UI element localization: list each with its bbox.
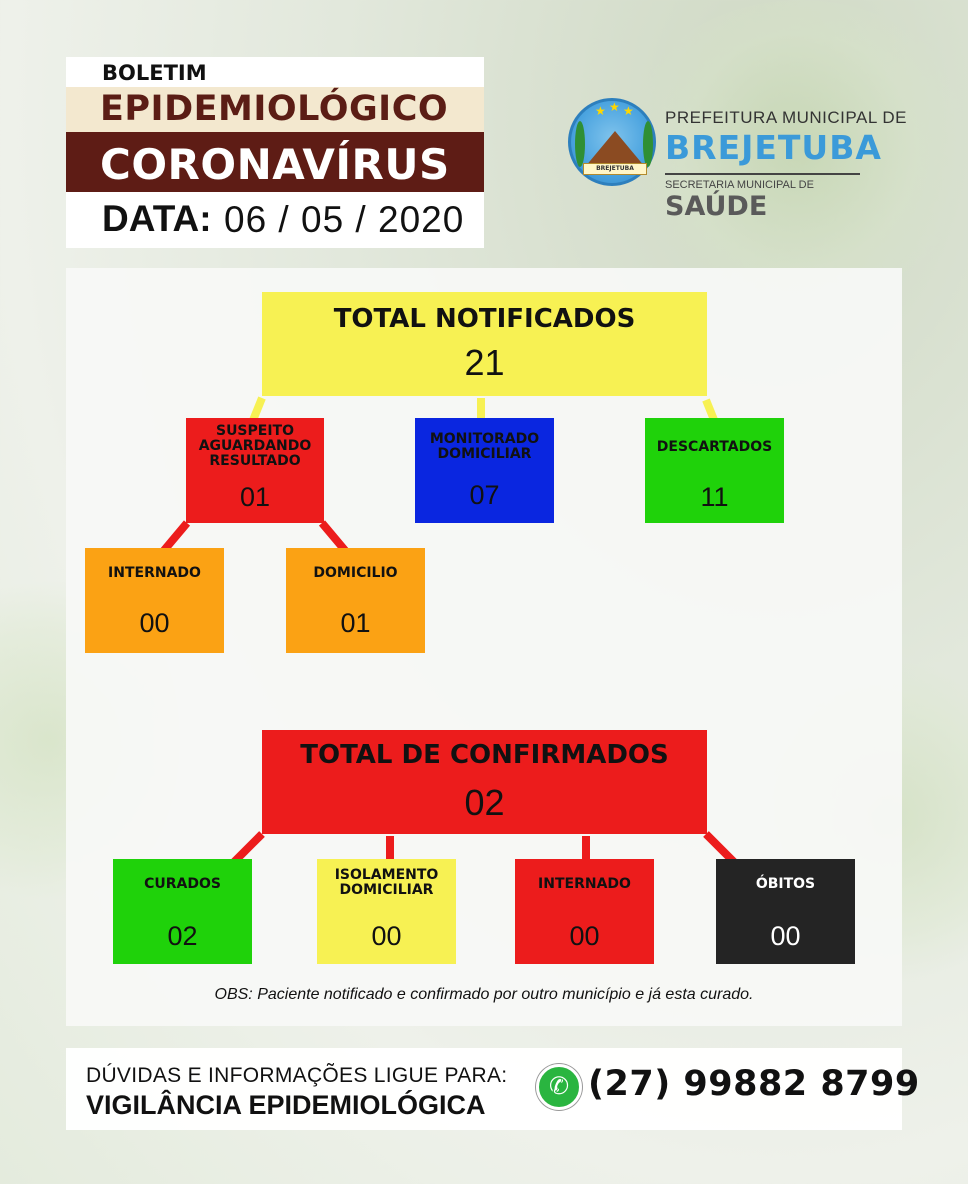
- total-notificados-box: [262, 292, 707, 396]
- obs-note: OBS: Paciente notificado e confirmado por outro município e já esta curado.: [214, 986, 754, 1003]
- header-boletim: [66, 57, 484, 87]
- header-coronavirus: [66, 132, 484, 192]
- isolamento-label: ISOLAMENTO DOMICILIAR: [334, 867, 439, 898]
- monitorado-label: MONITORADO DOMICILIAR: [429, 431, 540, 462]
- header-date: [66, 192, 484, 248]
- isolamento-value: 00: [371, 921, 402, 951]
- internado-notificado-value: 00: [139, 608, 170, 638]
- total-confirmados-value: 02: [464, 782, 505, 823]
- monitorado-box: [415, 418, 554, 523]
- logo-divider: [665, 173, 860, 175]
- domicilio-value: 01: [340, 608, 371, 638]
- municipal-seal-icon: [568, 98, 656, 186]
- whatsapp-icon[interactable]: [536, 1064, 582, 1110]
- header-epidemiologico: [66, 87, 484, 132]
- curados-label: CURADOS: [144, 876, 221, 892]
- vigilancia-label: VIGILÂNCIA EPIDEMIOLÓGICA: [86, 1090, 486, 1120]
- coronavirus-label: CORONAVÍRUS: [100, 140, 450, 189]
- municipio-name: BREJETUBA: [665, 128, 882, 167]
- boletim-label: BOLETIM: [102, 61, 207, 85]
- suspeito-label: SUSPEITO AGUARDANDO RESULTADO: [198, 423, 312, 469]
- date-label: DATA:: [102, 198, 212, 239]
- descartados-box: [645, 418, 784, 523]
- descartados-value: 11: [700, 482, 729, 512]
- internado-confirmado-box: [515, 859, 654, 964]
- obitos-box: [716, 859, 855, 964]
- internado-confirmado-label: INTERNADO: [538, 876, 631, 892]
- star-icon: ★: [623, 104, 634, 118]
- isolamento-box: [317, 859, 456, 964]
- obitos-label: ÓBITOS: [755, 876, 816, 892]
- secretaria-label: SECRETARIA MUNICIPAL DE: [665, 179, 814, 191]
- suspeito-box: [186, 418, 324, 523]
- total-confirmados-title: TOTAL DE CONFIRMADOS: [300, 740, 669, 770]
- phone-number[interactable]: (27) 99882 8799: [588, 1064, 920, 1104]
- duvidas-label: DÚVIDAS E INFORMAÇÕES LIGUE PARA:: [86, 1064, 508, 1087]
- total-confirmados-box: [262, 730, 707, 834]
- leaf-icon: [575, 121, 585, 167]
- descartados-label: DESCARTADOS: [656, 439, 773, 455]
- total-notificados-value: 21: [464, 342, 505, 383]
- internado-confirmado-value: 00: [569, 921, 600, 951]
- suspeito-value: 01: [239, 482, 271, 512]
- epidemiologico-label: EPIDEMIOLÓGICO: [100, 89, 449, 129]
- internado-notificado-label: INTERNADO: [108, 565, 201, 581]
- phone-handset-icon: ✆: [549, 1073, 570, 1100]
- mountain-icon: [585, 131, 645, 167]
- internado-notificado-box: [85, 548, 224, 653]
- saude-label: SAÚDE: [665, 191, 768, 222]
- date-value: 06 / 05 / 2020: [224, 199, 465, 240]
- prefeitura-label: PREFEITURA MUNICIPAL DE: [665, 108, 907, 127]
- seal-ribbon: BREJETUBA: [583, 163, 647, 175]
- curados-box: [113, 859, 252, 964]
- domicilio-label: DOMICILIO: [313, 565, 398, 581]
- star-icon: ★: [609, 100, 620, 114]
- domicilio-box: [286, 548, 425, 653]
- obitos-value: 00: [770, 921, 801, 951]
- monitorado-value: 07: [469, 480, 500, 510]
- curados-value: 02: [167, 921, 198, 951]
- total-notificados-title: TOTAL NOTIFICADOS: [333, 304, 636, 334]
- star-icon: ★: [595, 104, 606, 118]
